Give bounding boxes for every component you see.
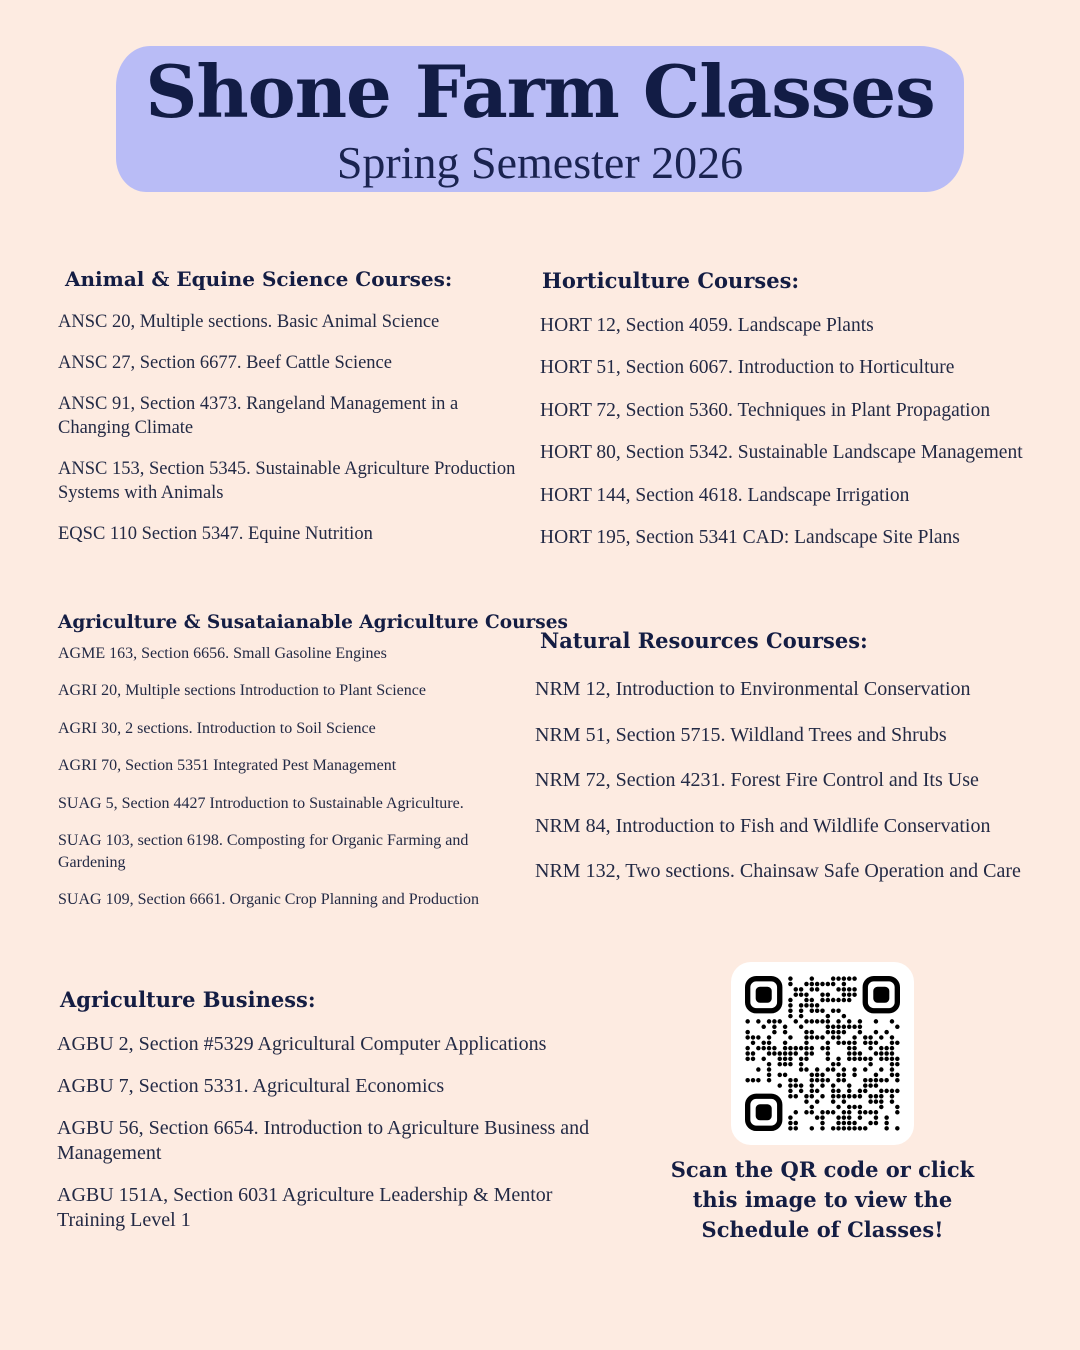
schedule-qr-code[interactable]: [731, 962, 914, 1145]
course-item: NRM 12, Introduction to Environmental Conservation: [535, 678, 971, 700]
course-item: HORT 144, Section 4618. Landscape Irrigation: [540, 484, 910, 506]
course-item: EQSC 110 Section 5347. Equine Nutrition: [58, 524, 373, 544]
course-item: AGBU 2, Section #5329 Agricultural Computer Applications: [57, 1033, 547, 1055]
course-item: AGBU 151A, Section 6031 Agriculture Leadership & Mentor Training Level 1: [57, 1184, 553, 1231]
animal-course-list: [58, 310, 528, 563]
course-item: ANSC 91, Section 4373. Rangeland Management in a Changing Climate: [58, 394, 459, 438]
horticulture-course-list: [540, 313, 1060, 567]
page-title: Shone Farm Classes: [145, 49, 935, 134]
course-item: AGRI 30, 2 sections. Introduction to Soil Science: [58, 719, 376, 737]
course-item: NRM 72, Section 4231. Forest Fire Control and Its Use: [535, 769, 979, 791]
horticulture-section-heading: Horticulture Courses:: [542, 268, 800, 293]
agriculture-section-heading: Agriculture & Susataianable Agriculture Courses: [58, 612, 568, 633]
course-item: ANSC 20, Multiple sections. Basic Animal Science: [58, 312, 440, 332]
course-item: NRM 132, Two sections. Chainsaw Safe Operation and Care: [535, 860, 1021, 882]
course-item: SUAG 103, section 6198. Composting for Organic Farming and Gardening: [58, 831, 469, 871]
course-item: NRM 84, Introduction to Fish and Wildlife Conservation: [535, 814, 991, 837]
course-item: HORT 80, Section 5342. Sustainable Landscape Management: [540, 442, 1023, 464]
course-item: NRM 51, Section 5715. Wildland Trees and Shrubs: [535, 723, 947, 746]
course-item: ANSC 153, Section 5345. Sustainable Agriculture Production Systems with Animals: [58, 459, 516, 503]
course-item: HORT 12, Section 4059. Landscape Plants: [540, 315, 874, 336]
course-item: SUAG 5, Section 4427 Introduction to Sustainable Agriculture.: [58, 794, 464, 812]
animal-section-heading: Animal & Equine Science Courses:: [65, 267, 453, 291]
qr-code-icon: [745, 976, 900, 1131]
natural-resources-section-heading: Natural Resources Courses:: [540, 628, 868, 653]
course-item: HORT 72, Section 5360. Techniques in Plant Propagation: [540, 399, 991, 421]
course-item: AGME 163, Section 6656. Small Gasoline Engines: [58, 645, 387, 662]
course-item: AGBU 56, Section 6654. Introduction to Agriculture Business and Management: [57, 1117, 590, 1164]
agriculture-business-course-list: [57, 1032, 617, 1250]
agriculture-business-section-heading: Agriculture Business:: [60, 987, 316, 1012]
page-subtitle: Spring Semester 2026: [336, 137, 744, 188]
course-item: AGBU 7, Section 5331. Agricultural Economics: [57, 1075, 445, 1097]
qr-caption[interactable]: Scan the QR code or click this image to view the Schedule of Classes!: [670, 1157, 975, 1242]
course-item: ANSC 27, Section 6677. Beef Cattle Science: [58, 353, 392, 373]
course-item: SUAG 109, Section 6661. Organic Crop Planning and Production: [58, 891, 480, 909]
course-item: HORT 195, Section 5341 CAD: Landscape Site Plans: [540, 526, 960, 548]
agriculture-course-list: [58, 643, 528, 927]
course-item: HORT 51, Section 6067. Introduction to Horticulture: [540, 357, 955, 379]
natural-resources-course-list: [535, 676, 1055, 904]
course-item: AGRI 70, Section 5351 Integrated Pest Management: [58, 757, 397, 775]
course-item: AGRI 20, Multiple sections Introduction to Plant Science: [58, 682, 426, 700]
